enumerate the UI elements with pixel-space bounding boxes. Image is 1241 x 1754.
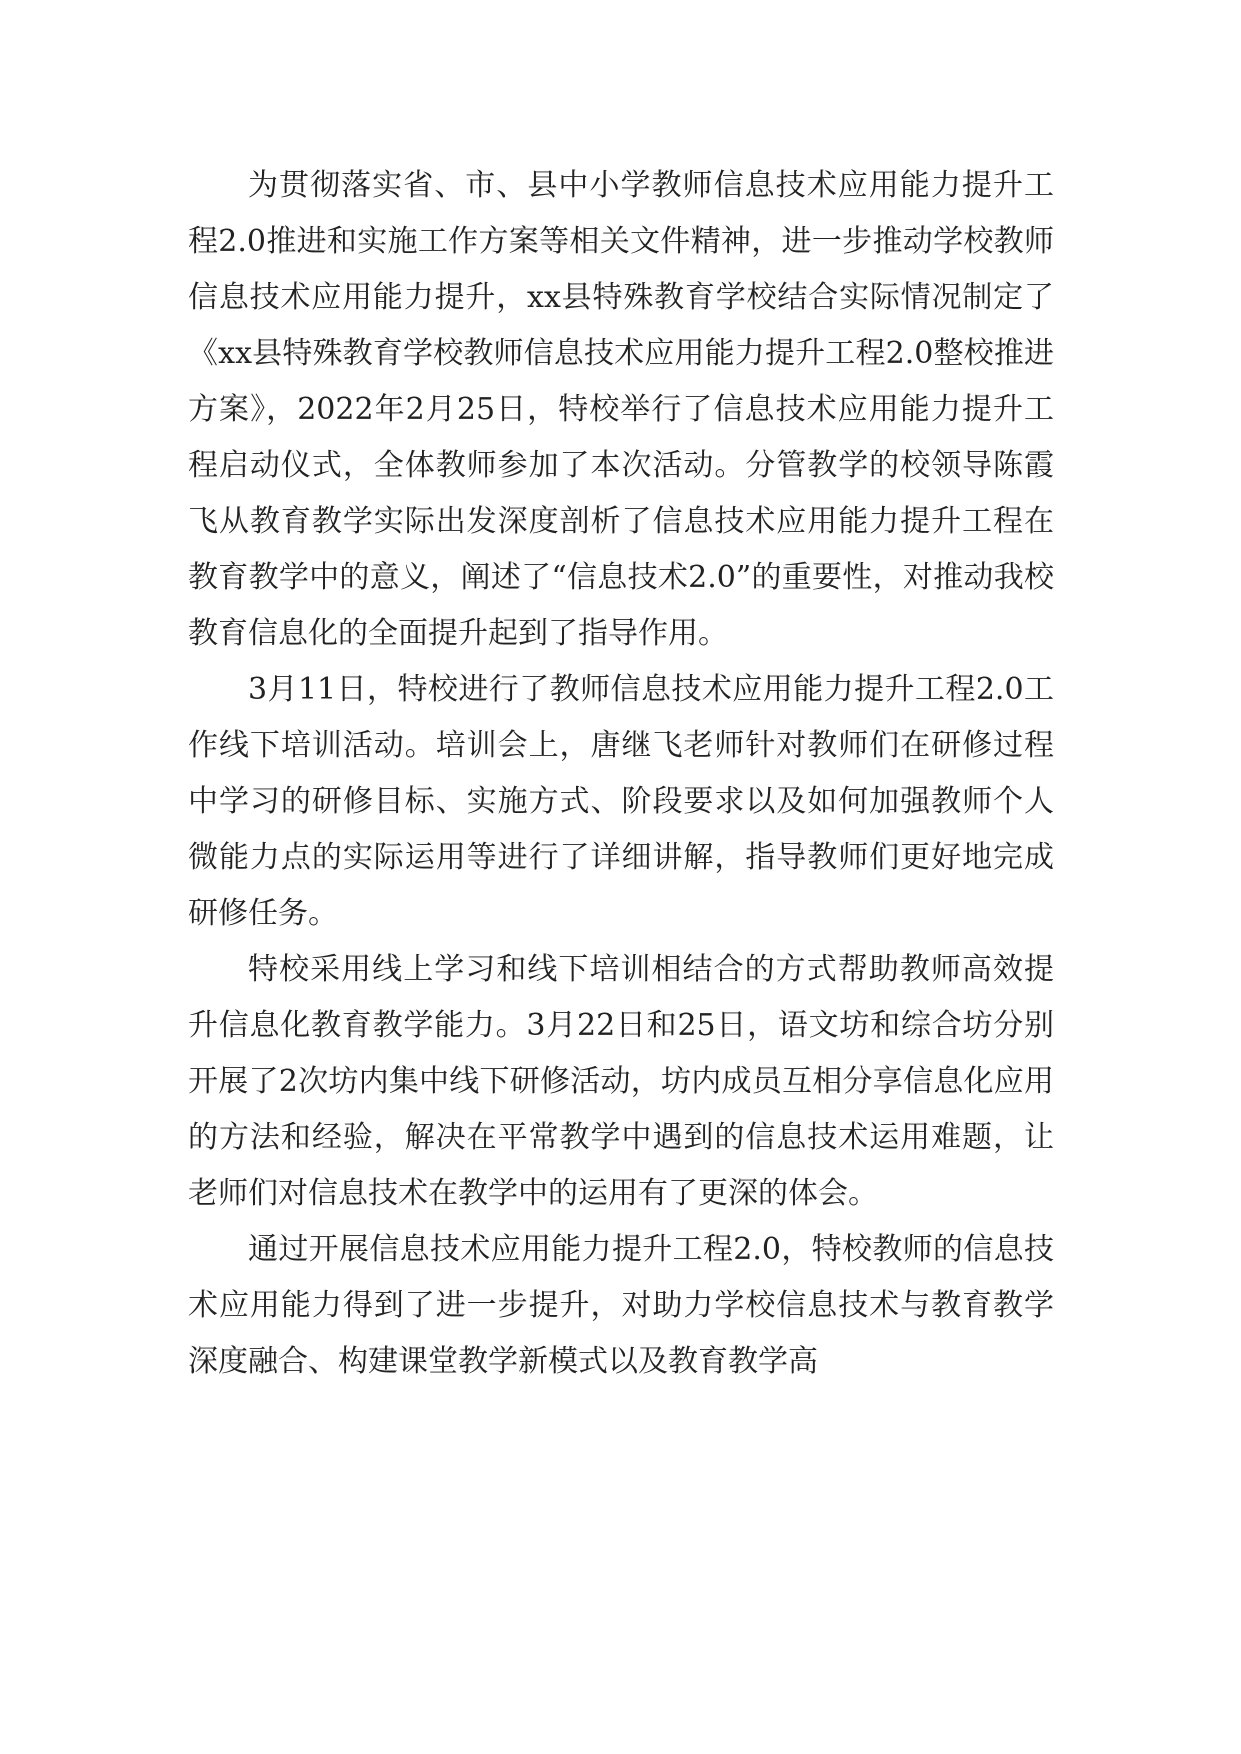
paragraph-offline-training: 3月11日，特校进行了教师信息技术应用能力提升工程2.0工作线下培训活动。培训会上，唐继飞老师针对教师们在研修过程中学习的研修目标、实施方式、阶段要求以及如何加强教师个人微能力点的实际运用等进行了详细讲解，指导教师们更好地完成研修任务。: [188, 672, 1054, 931]
document-body: [188, 158, 1054, 1390]
paragraph-workshop-activities: 特校采用线上学习和线下培训相结合的方式帮助教师高效提升信息化教育教学能力。3月22日和25日，语文坊和综合坊分别开展了2次坊内集中线下研修活动，坊内成员互相分享信息化应用的方法和经验，解决在平常教学中遇到的信息技术运用难题，让老师们对信息技术在教学中的运用有了更深的体会。: [188, 952, 1054, 1211]
paragraph-launch-ceremony: 为贯彻落实省、市、县中小学教师信息技术应用能力提升工程2.0推进和实施工作方案等相关文件精神，进一步推动学校教师信息技术应用能力提升，xx县特殊教育学校结合实际情况制定了《xx县特殊教育学校教师信息技术应用能力提升工程2.0整校推进方案》，2022年2月25日，特校举行了信息技术应用能力提升工程启动仪式，全体教师参加了本次活动。分管教学的校领导陈霞飞从教育教学实际出发深度剖析了信息技术应用能力提升工程在教育教学中的意义，阐述了“信息技术2.0”的重要性，对推动我校教育信息化的全面提升起到了指导作用。: [188, 168, 1054, 651]
paragraph-outcome: 通过开展信息技术应用能力提升工程2.0，特校教师的信息技术应用能力得到了进一步提升，对助力学校信息技术与教育教学深度融合、构建课堂教学新模式以及教育教学高: [188, 1232, 1054, 1379]
